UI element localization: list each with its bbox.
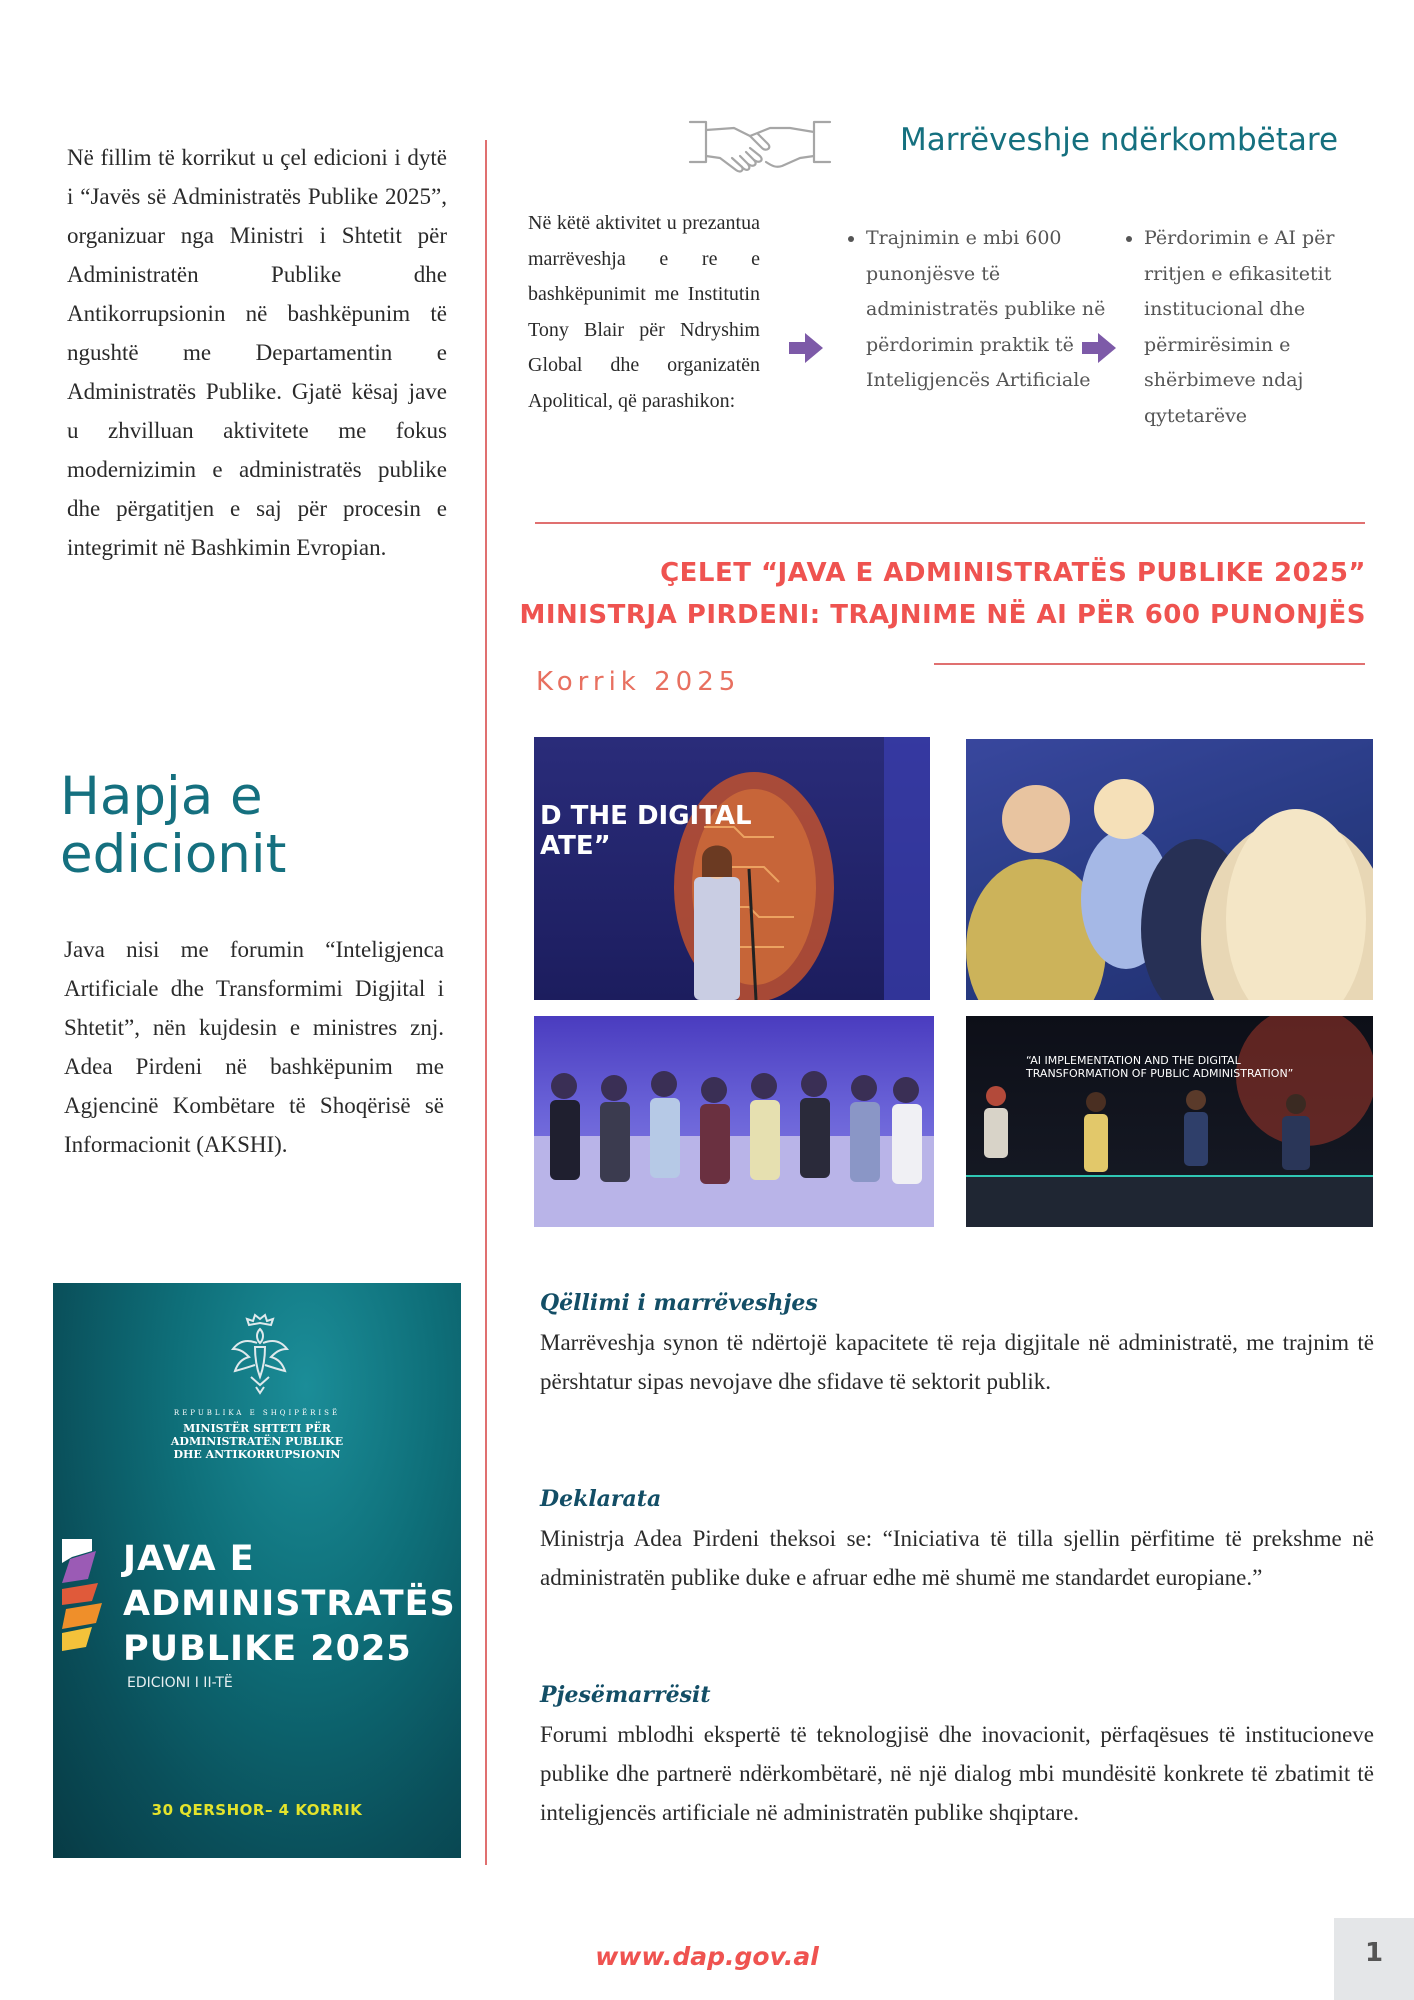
photo-audience-closeup [966,739,1373,1000]
event-logo-icon [62,1539,114,1659]
photo-caption-text [540,801,752,861]
agreement-intro: Në këtë aktivitet u prezantua marrëveshja e re e bashkëpunimit me Institutin Tony Blair për Ndryshim Global dhe organizatën Apolitical, që parashikon: [528,212,760,412]
intro-paragraph: Në fillim të korrikut u çel edicioni i dytë i “Javës së Administratës Publike 2025”, organizuar nga Ministri i Shtetit për Administratën Publike dhe Antikorrupsionin në bashkëpunim të ngushtë me Departamentin e Administratës Publike. Gjatë kësaj jave u zhvilluan aktivitete me fokus modernizimin e administratës publike dhe përgatitjen e saj për procesin e integrimit në Bashkimin Evropian. [67,145,447,560]
handshake-icon [686,118,834,176]
section-body-statement: Ministrja Adea Pirdeni theksoi se: “Iniciativa të tilla sjellin përfitime të prekshme në administratën publike duke e afruar edhe më shumë me standardet europiane.” [540,1526,1374,1590]
poster-title-line: JAVA E [123,1539,255,1579]
poster-dates: 30 QERSHOR– 4 KORRIK [151,1801,363,1819]
poster-edition: EDICIONI I II-TË [127,1675,233,1691]
photo-seated-audience [534,1016,934,1227]
section-body-purpose: Marrëveshja synon të ndërtojë kapacitete të reja digjitale në administratë, me trajnim të përshtatur sipas nevojave dhe sfidave të sektorit publik. [540,1330,1374,1394]
photo-speaker-at-podium [534,737,930,1000]
agreement-bullet-list [1116,221,1384,434]
footer-website-link[interactable]: www.dap.gov.al [595,1942,819,1971]
agreement-bullet: • Trajnimin e mbi 600 punonjësve të administratës publike në përdorimin praktik të Inteligjencës Artificiale [866,221,1116,399]
arrow-right-icon [1082,333,1116,363]
photo-caption-line: TRANSFORMATION OF PUBLIC ADMINISTRATION” [1026,1067,1294,1080]
article-headline [519,552,1366,636]
arrow-right-icon [789,333,823,363]
poster-title [123,1537,458,1672]
page-number: 1 [1364,1938,1384,1968]
opening-paragraph: Java nisi me forumin “Inteligjenca Artificiale dhe Transformimi Digjital i Shtetit”, nën kujdesin e ministres znj. Adea Pirdeni në bashkëpunim me Agjencinë Kombëtare të Shoqërisë së Informacionit (AKSHI). [64,937,444,1157]
section-heading-participants: Pjesëmarrësit [540,1682,711,1708]
photo-caption-text [1026,1054,1293,1080]
photo-caption-line: D THE DIGITAL [540,801,752,831]
divider-line [535,522,1365,524]
photo-panel-discussion [966,1016,1373,1227]
section-heading-statement: Deklarata [540,1486,662,1512]
article-date: Korrik 2025 [536,667,741,697]
agreement-heading: Marrëveshje ndërkombëtare [900,122,1339,158]
albanian-eagle-emblem-icon [229,1313,291,1395]
agreement-bullet: • Përdorimin e AI për rritjen e efikasitetit institucional dhe përmirësimin e shërbimeve ndaj qytetarëve [1144,221,1384,434]
photo-caption-line: ATE” [540,831,611,861]
section-heading-purpose: Qëllimi i marrëveshjes [540,1290,818,1316]
section-body-participants: Forumi mblodhi ekspertë të teknologjisë dhe inovacionit, përfaqësues të institucioneve publike dhe partnerë ndërkombëtarë, në një dialog mbi mundësitë konkrete të zbatimit të inteligjencës artificiale në administratën publike shqiptare. [540,1722,1374,1825]
column-divider [485,140,487,1865]
headline-line: MINISTRJA PIRDENI: TRAJNIME NË AI PËR 600 PUNONJËS [519,600,1366,630]
poster-ministry-line: DHE ANTIKORRUPSIONIN [173,1448,341,1461]
agreement-bullet-list [838,221,1116,399]
event-poster [53,1283,461,1858]
poster-ministry-line: MINISTËR SHTETI PËR [183,1422,331,1435]
photo-caption-line: “AI IMPLEMENTATION AND THE DIGITAL [1026,1054,1241,1067]
poster-republic-label: REPUBLIKA E SHQIPËRISË [173,1409,341,1417]
poster-title-line: ADMINISTRATËS [123,1584,456,1624]
poster-ministry-line: ADMINISTRATËN PUBLIKE [170,1435,344,1448]
poster-ministry-block [53,1409,461,1461]
opening-heading: Hapja e edicionit [60,766,287,885]
divider-line [934,663,1365,665]
poster-title-line: PUBLIKE 2025 [123,1629,412,1669]
headline-line: ÇELET “JAVA E ADMINISTRATËS PUBLIKE 2025” [660,558,1366,588]
